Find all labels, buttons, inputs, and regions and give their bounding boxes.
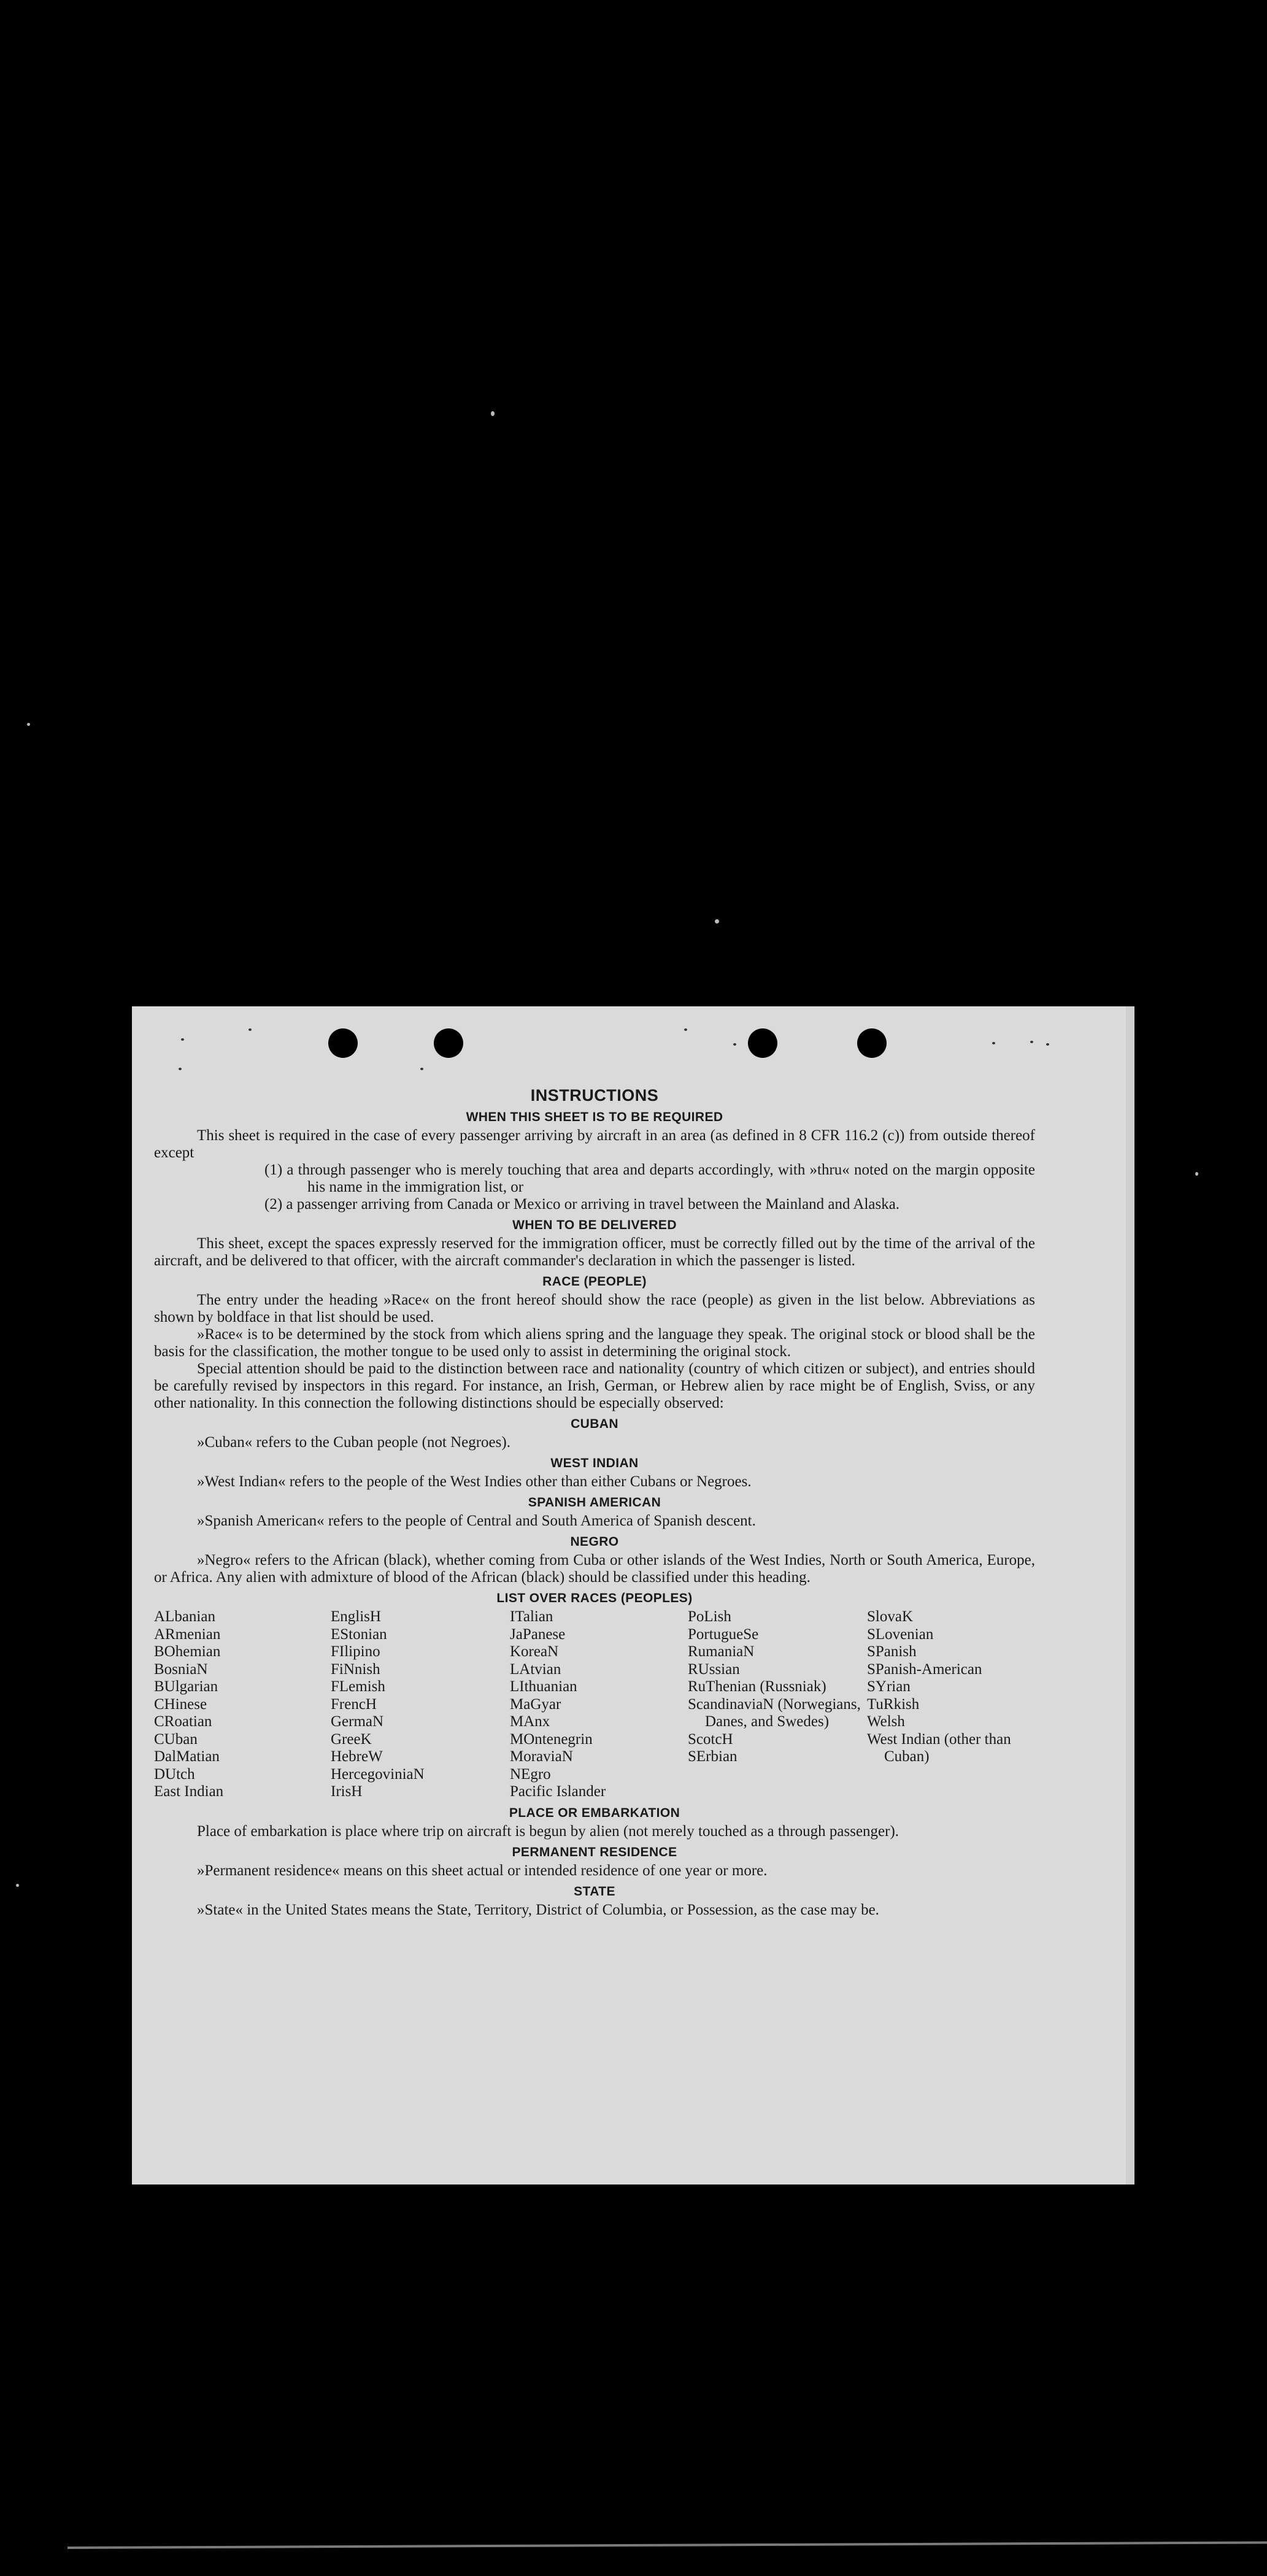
race-column [688,1608,867,1801]
paragraph: »West Indian« refers to the people of the West Indies other than either Cubans or Negroes. [197,1473,752,1490]
section-race [154,1275,1035,1412]
race-entry: DalMatian [154,1748,220,1765]
section-spanish-american [154,1495,1035,1530]
race-entry: LAtvian [510,1660,561,1678]
punch-hole [328,1028,358,1058]
race-entry: GreeK [331,1730,372,1748]
race-entry: CUban [154,1730,198,1748]
race-entry: SYrian [867,1678,911,1695]
race-column [331,1608,510,1801]
race-entry: ITalian [510,1608,553,1625]
paragraph: This sheet, except the spaces expressly reserved for the immigration officer, must be correctly filled out by the time of the arrival of the aircraft, and be delivered to that officer, with the aircraft commander's declaration in which the passenger is listed. [154,1235,1035,1269]
race-list [154,1591,1035,1801]
race-entry: RumaniaN [688,1643,755,1660]
race-entry: HercegoviniaN [331,1765,425,1783]
paragraph: Special attention should be paid to the distinction between race and nationality (country of which citizen or subject), and entries should be carefully revised by inspectors in this regard. For instance, an Irish, German, or Hebrew alien by race might be of English, Sviss, or any other nationality. In this connection the following distinctions should be especially observed: [154,1360,1035,1411]
race-entry: GermaN [331,1713,384,1730]
section-when-required [154,1110,1035,1213]
section-heading: LIST OVER RACES (PEOPLES) [496,1591,693,1605]
race-entry: LIthuanian [510,1678,577,1695]
race-entry: BUlgarian [154,1678,218,1695]
race-entry: SlovaK [867,1608,913,1625]
race-entry: SPanish-American [867,1660,982,1678]
paragraph: »Permanent residence« means on this sheet actual or intended residence of one year or more. [197,1862,768,1879]
race-entry: West Indian (other than Cuban) [867,1730,1011,1765]
race-entry: Welsh [867,1713,905,1730]
race-entry: ScandinaviaN (Norwegians, Danes, and Swedes) [688,1695,861,1730]
race-entry: MoraviaN [510,1748,573,1765]
race-entry: ScotcH [688,1730,733,1748]
race-entry: CRoatian [154,1713,212,1730]
paragraph: »Spanish American« refers to the people of Central and South America of Spanish descent. [197,1513,756,1529]
paragraph: »Race« is to be determined by the stock from which aliens spring and the language they speak. The original stock or blood shall be the basis for the classification, the mother tongue to be used only to assist in determining the original stock. [154,1326,1035,1360]
punch-hole [857,1028,887,1058]
section-heading: PERMANENT RESIDENCE [512,1845,677,1859]
race-entry: BosniaN [154,1660,208,1678]
race-entry: DUtch [154,1765,195,1783]
race-entry: SPanish [867,1643,917,1660]
section-state [154,1884,1035,1919]
race-entry: JaPanese [510,1625,566,1643]
paragraph: »State« in the United States means the State, Territory, District of Columbia, or Possession, as the case may be. [197,1901,879,1918]
section-heading: WHEN TO BE DELIVERED [512,1218,677,1232]
race-entry: PortugueSe [688,1625,759,1643]
race-entry: FIlipino [331,1643,380,1660]
race-entry: EStonian [331,1625,387,1643]
race-entry: ARmenian [154,1625,221,1643]
race-column [867,1608,1051,1801]
race-entry: FrencH [331,1695,377,1713]
scan-edge-line [67,2541,1267,2549]
race-entry: RUssian [688,1660,740,1678]
section-negro [154,1535,1035,1586]
punch-hole [434,1028,463,1058]
section-heading: PLACE OR EMBARKATION [509,1805,680,1820]
race-entry: SLovenian [867,1625,934,1643]
section-when-delivered [154,1218,1035,1270]
race-entry: HebreW [331,1748,383,1765]
race-entry: ALbanian [154,1608,215,1625]
list-item: (1) a through passenger who is merely touching that area and departs accordingly, with »thru« noted on the margin opposite his name in the immigration list, or [264,1162,1035,1195]
instruction-sheet [132,1006,1127,2185]
race-entry: MOntenegrin [510,1730,593,1748]
race-entry: FLemish [331,1678,385,1695]
race-entry: CHinese [154,1695,207,1713]
section-west-indian [154,1456,1035,1490]
section-heading: RACE (PEOPLE) [542,1275,647,1289]
race-entry: KoreaN [510,1643,559,1660]
race-entry: FiNnish [331,1660,380,1678]
punch-hole [748,1028,777,1058]
race-column [510,1608,688,1801]
race-entry: East Indian [154,1783,224,1800]
race-entry: EnglisH [331,1608,381,1625]
section-heading: CUBAN [571,1417,618,1431]
paragraph: »Negro« refers to the African (black), whether coming from Cuba or other islands of the West Indies, North or South America, Europe, or Africa. Any alien with admixture of blood of the African (black) should be classified under this heading. [154,1552,1035,1586]
race-entry: BOhemian [154,1643,221,1660]
section-heading: SPANISH AMERICAN [528,1495,661,1510]
race-entry: TuRkish [867,1695,920,1713]
race-entry: MaGyar [510,1695,561,1713]
race-entry: SErbian [688,1748,737,1765]
page-title: INSTRUCTIONS [530,1086,659,1105]
section-cuban [154,1417,1035,1451]
race-entry: NEgro [510,1765,551,1783]
paragraph: »Cuban« refers to the Cuban people (not Negroes). [197,1434,510,1451]
race-entry: Pacific Islander [510,1783,606,1800]
section-place-of-embarkation [154,1806,1035,1840]
paragraph: This sheet is required in the case of every passenger arriving by aircraft in an area (as defined in 8 CFR 116.2 (c)) from outside thereof except [154,1127,1035,1161]
race-entry: RuThenian (Russniak) [688,1678,826,1695]
section-heading: NEGRO [570,1535,619,1549]
paragraph: The entry under the heading »Race« on the front hereof should show the race (people) as given in the list below. Abbreviations as shown by boldface in that list should be used. [154,1292,1035,1325]
section-heading: WHEN THIS SHEET IS TO BE REQUIRED [466,1110,723,1124]
race-entry: MAnx [510,1713,550,1730]
section-heading: STATE [574,1884,615,1899]
section-heading: WEST INDIAN [550,1456,639,1470]
race-entry: PoLish [688,1608,731,1625]
section-permanent-residence [154,1845,1035,1880]
race-entry: IrisH [331,1783,363,1800]
paragraph: Place of embarkation is place where trip on aircraft is begun by alien (not merely touched as a through passenger). [197,1822,899,1840]
list-item: (2) a passenger arriving from Canada or Mexico or arriving in travel between the Mainland and Alaska. [264,1196,900,1213]
race-column [154,1608,331,1801]
